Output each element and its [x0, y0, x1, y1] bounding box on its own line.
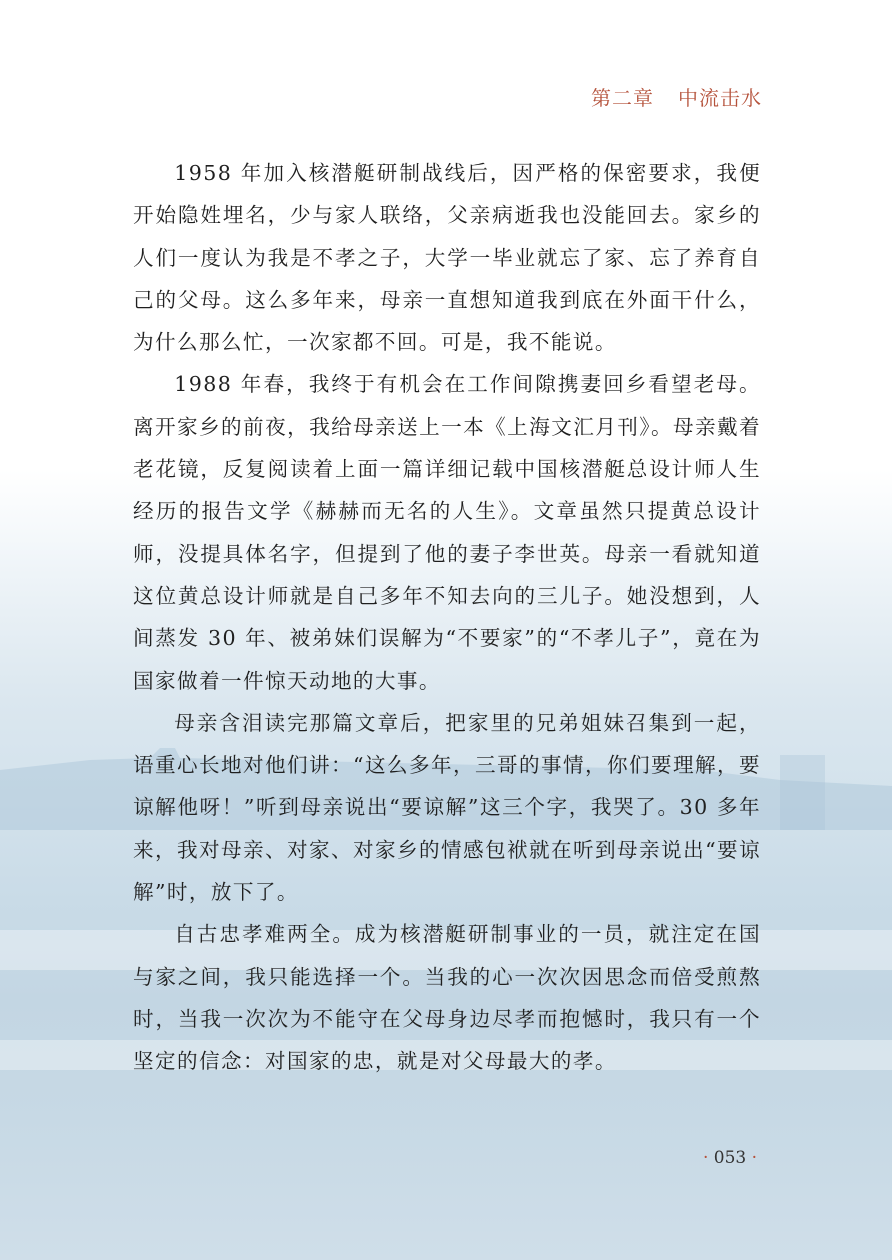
page-number	[700, 1148, 760, 1168]
page-number-dot-left: ·	[702, 1148, 709, 1168]
chapter-title: 中流击水	[678, 86, 762, 110]
paragraph: 自古忠孝难两全。成为核潜艇研制事业的一员，就注定在国与家之间，我只能选择一个。当我的心一次次因思念而倍受煎熬时，当我一次次为不能守在父母身边尽孝而抱憾时，我只有一个坚定的信念：对国家的忠，就是对父母最大的孝。	[133, 922, 761, 1074]
body-text	[133, 152, 761, 1083]
running-header	[591, 82, 762, 111]
paragraph: 母亲含泪读完那篇文章后，把家里的兄弟姐妹召集到一起，语重心长地对他们讲：“这么多年，三哥的事情，你们要理解，要谅解他呀！”听到母亲说出“要谅解”这三个字，我哭了。30 多年来，我对母亲、对家、对家乡的情感包袱就在听到母亲说出“要谅解”时，放下了。	[133, 710, 761, 905]
chapter-number: 第二章	[591, 86, 654, 110]
page-number-text: 053	[713, 1148, 747, 1168]
paragraph: 1988 年春，我终于有机会在工作间隙携妻回乡看望老母。离开家乡的前夜，我给母亲送上一本《上海文汇月刊》。母亲戴着老花镜，反复阅读着上面一篇详细记载中国核潜艇总设计师人生经历的报告文学《赫赫而无名的人生》。文章虽然只提黄总设计师，没提具体名字，但提到了他的妻子李世英。母亲一看就知道这位黄总设计师就是自己多年不知去向的三儿子。她没想到，人间蒸发 30 年、被弟妹们误解为“不要家”的“不孝儿子”，竟在为国家做着一件惊天动地的大事。	[133, 372, 761, 693]
paragraph: 1958 年加入核潜艇研制战线后，因严格的保密要求，我便开始隐姓埋名，少与家人联络，父亲病逝我也没能回去。家乡的人们一度认为我是不孝之子，大学一毕业就忘了家、忘了养育自己的父母。这么多年来，母亲一直想知道我到底在外面干什么，为什么那么忙，一次家都不回。可是，我不能说。	[133, 161, 761, 355]
page-number-dot-right: ·	[751, 1148, 758, 1168]
